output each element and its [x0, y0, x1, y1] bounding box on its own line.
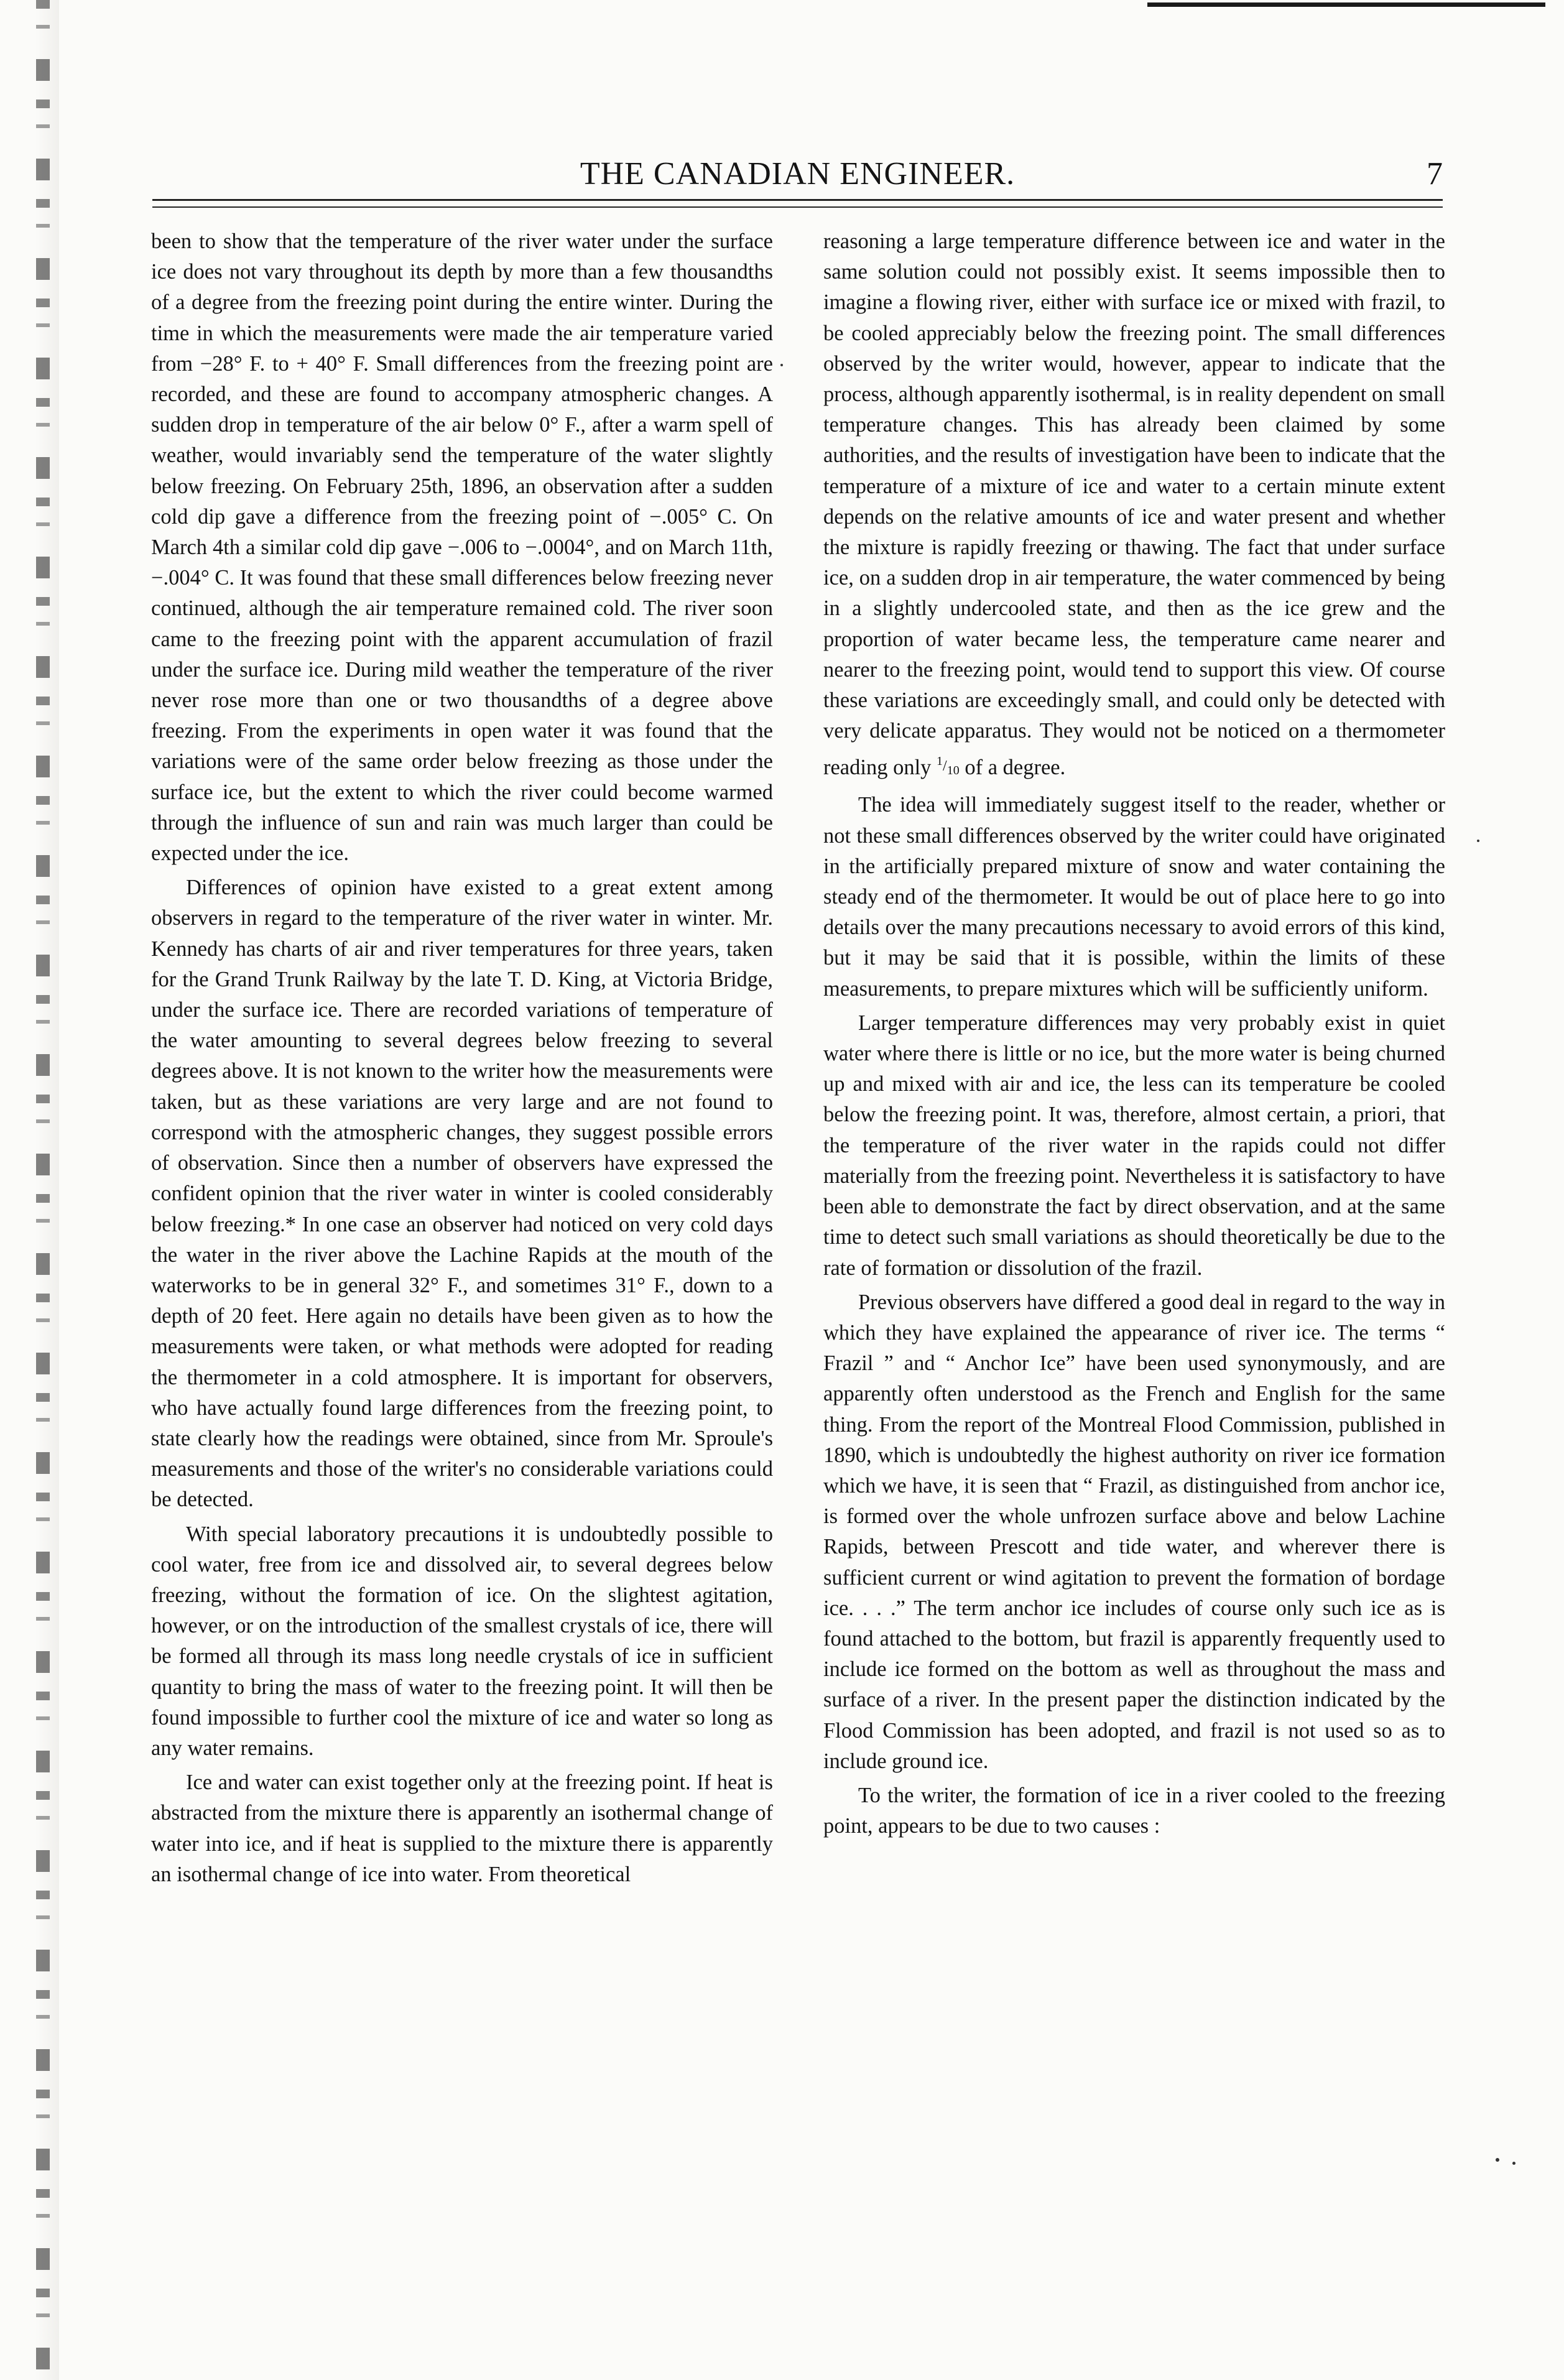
right-column [823, 226, 1445, 1841]
paragraph: been to show that the temperature of the river water under the surface ice does not vary throughout its depth by more than a few thousandths of a degree from the freezing point during the entire winter. During the time in which the measurements were made the air temperature varied from −28° F. to + 40° F. Small differences from the freezing point are recorded, and these are found to accompany atmospheric changes. A sudden drop in temperature of the air below 0° F., after a warm spell of weather, would invariably send the temperature of the water slightly below freezing. On February 25th, 1896, an observation after a sudden cold dip gave a difference from the freezing point of −.005° C. On March 4th a similar cold dip gave −.006 to −.0004°, and on March 11th, −.004° C. It was found that these small differences below freezing never continued, although the air temperature remained cold. The river soon came to the freezing point with the apparent accumulation of frazil under the surface ice. During mild weather the temperature of the river never rose more than one or two thousandths of a degree above freezing. From the experiments in open water it was found that the variations were of the same order below freezing as those under the surface ice, but the extent to which the river could become warmed through the influence of sun and rain was much larger than could be expected under the ice. [151, 229, 773, 866]
paragraph-text: reasoning a large temperature difference between ice and water in the same solution could not possibly exist. It seems impossible then to imagine a flowing river, either with surface ice or mixed with frazil, to be cooled appreciably below the freezing point. The small differences observed by the writer would, however, appear to indicate that the process, although apparently isothermal, is in reality dependent on small temperature changes. This has already been claimed by some authorities, and the results of investigation have been to indicate that the temperature of a mixture of ice and water to a certain minute extent depends on the relative amounts of ice and water present and whether the mixture is rapidly freezing or thawing. The fact that under surface ice, on a sudden drop in air temperature, the water commenced by being in a slightly undercooled state, and then as the ice grew and the proportion of water became less, the temperature came nearer and nearer to the freezing point, would tend to support this view. Of course these variations are exceedingly small, and could only be detected with very delicate apparatus. They would not be noticed on a thermometer reading only [823, 229, 1445, 780]
fraction-numerator: 1 [937, 754, 943, 769]
journal-title: THE CANADIAN ENGINEER. [580, 156, 1016, 192]
paragraph: Previous observers have differed a good deal in regard to the way in which they have explained the appearance of river ice. The terms “ Frazil ” and “ Anchor Ice” have been used synonymously, and are apparently often understood as the French and English for the same thing. From the report of the Montreal Flood Commission, published in 1890, which is undoubtedly the highest authority on river ice formation which we have, it is seen that “ Frazil, as distinguished from anchor ice, is formed over the whole unfrozen surface above and below Lachine Rapids, between Prescott and tide water, and wherever there is sufficient current or wind agitation to prevent the formation of bordage ice. . . .” The term anchor ice includes of course only such ice as is found attached to the bottom, but frazil is apparently frequently used to include ice formed on the bottom as well as throughout the mass and surface of a river. In the present paper the distinction indicated by the Flood Commission has been adopted, and frazil is not used so as to include ground ice. [823, 1290, 1445, 1773]
scan-speck [1477, 840, 1479, 842]
paragraph: The idea will immediately suggest itself to the reader, whether or not these small differences observed by the writer could have originated in the artificially prepared mixture of snow and water containing the steady end of the thermometer. It would be out of place here to go into details over the many precautions necessary to avoid errors of this kind, but it may be said that it is possible, within the limits of these measurements, to prepare mixtures which will be sufficiently uniform. [823, 793, 1445, 1001]
running-header [152, 155, 1443, 193]
fraction-denominator: 10 [946, 764, 960, 778]
fraction: $^1/_{10}$ [937, 754, 960, 778]
paragraph: Ice and water can exist together only at the freezing point. If heat is abstracted from the mixture there is apparently an isothermal change of water into ice, and if heat is supplied to the mixture there is apparently an isothermal change of ice into water. From theoretical [151, 1771, 773, 1886]
left-column [151, 226, 773, 1890]
top-edge-rule [1147, 2, 1545, 7]
fraction-tail: of a degree. [965, 756, 1066, 780]
scan-speck [1496, 2158, 1499, 2162]
scan-speck [1512, 2162, 1515, 2165]
paragraph: Larger temperature differences may very probably exist in quiet water where there is little or no ice, but the more water is being churned up and mixed with air and ice, the less can its temperature be cooled below the freezing point. It was, therefore, almost certain, a priori, that the temperature of the river water in the rapids could not differ materially from the freezing point. Nevertheless it is satisfactory to have been able to demonstrate the fact by direct observation, and at the same time to detect such small variations as should theoretically be due to the rate of formation or dissolution of the frazil. [823, 1011, 1445, 1280]
paragraph: To the writer, the formation of ice in a river cooled to the freezing point, appears to be due to two causes : [823, 1783, 1445, 1838]
paragraph: Differences of opinion have existed to a great extent among observers in regard to the temperature of the river water in winter. Mr. Kennedy has charts of air and river temperatures for three years, taken for the Grand Trunk Railway by the late T. D. King, at Victoria Bridge, under the surface ice. There are recorded variations of temperature of the water amounting to several degrees below freezing to several degrees above. It is not known to the writer how the measurements were taken, but as these variations are very large and are not found to correspond with the atmospheric changes, they suggest possible errors of observation. Since then a number of observers have expressed the confident opinion that the river water in winter is cooled considerably below freezing.* In one case an observer had noticed on very cold days the water in the river above the Lachine Rapids at the mouth of the waterworks to be in general 32° F., and sometimes 31° F., down to a depth of 20 feet. Here again no details have been given as to how the measurements were taken, or what methods were adopted for reading the thermometer in a cold atmosphere. It is important for observers, who have actually found large differences from the freezing point, to state clearly how the readings were obtained, since from Mr. Sproule's measurements and those of the writer's no considerable variations could be detected. [151, 876, 773, 1512]
binding-edge [0, 0, 59, 2380]
paragraph [823, 226, 1445, 786]
page-number: 7 [1427, 156, 1443, 192]
header-rule [152, 199, 1443, 208]
scan-speck [780, 364, 783, 366]
paragraph: With special laboratory precautions it is undoubtedly possible to cool water, free from ice and dissolved air, to several degrees below freezing, without the formation of ice. On the slightest agitation, however, or on the introduction of the smallest crystals of ice, there will be formed all through its mass long needle crystals of ice in sufficient quantity to bring the mass of water to the freezing point. It will then be found impossible to further cool the mixture of ice and water so long as any water remains. [151, 1522, 773, 1760]
binding-shadow [36, 0, 50, 2380]
